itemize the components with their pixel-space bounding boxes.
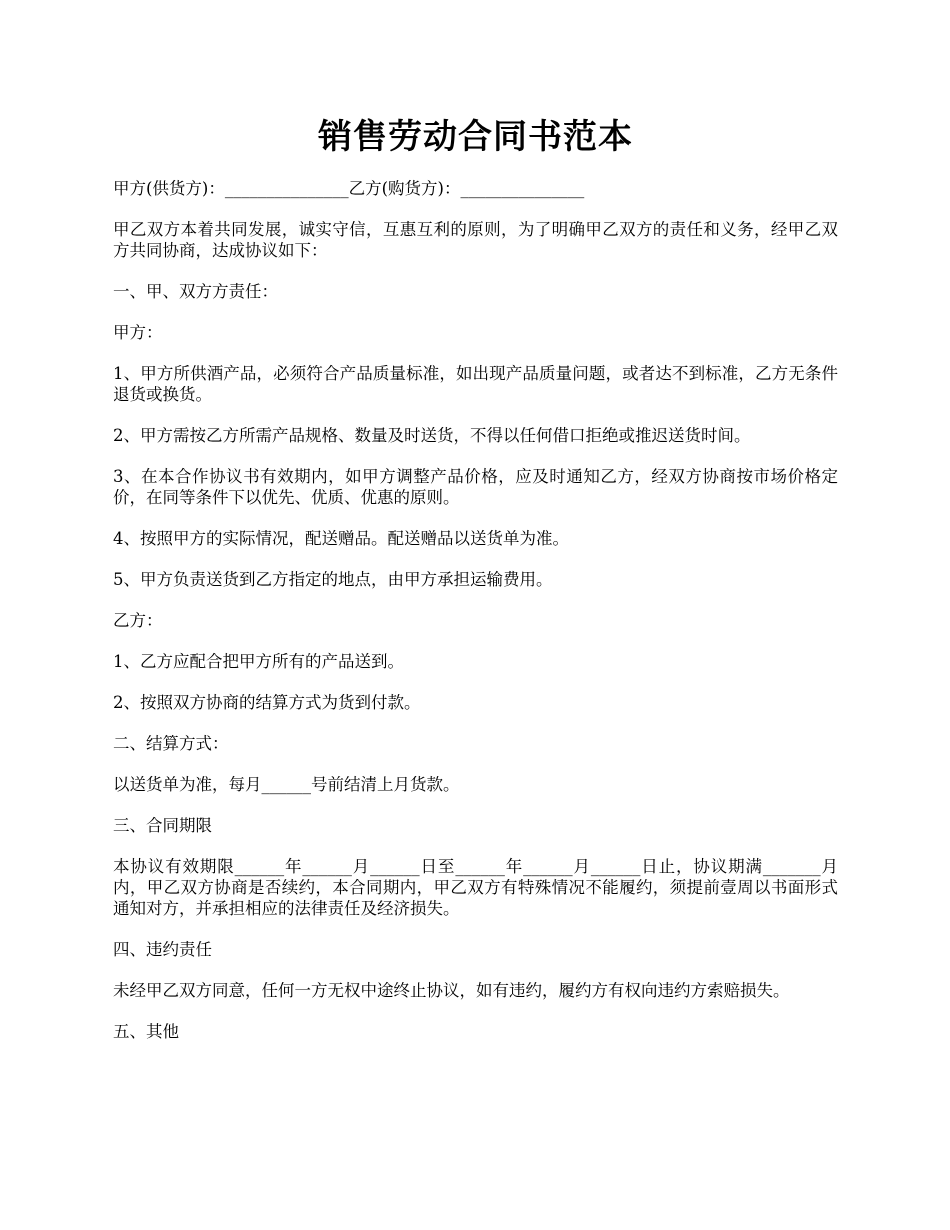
party-a-clause-4: 4、按照甲方的实际情况，配送赠品。配送赠品以送货单为准。 — [113, 529, 569, 548]
party-a-clause-1: 1、甲方所供酒产品，必须符合产品质量标准，如出现产品质量问题，或者达不到标准，乙方无条件退货或换货。 — [113, 364, 838, 404]
section-heading-settlement: 二、结算方式： — [113, 734, 229, 753]
section-heading-term: 三、合同期限 — [113, 816, 212, 835]
party-b-label: 乙方： — [113, 611, 163, 630]
section-heading-other: 五、其他 — [113, 1022, 179, 1041]
party-b-clause-2: 2、按照双方协商的结算方式为货到付款。 — [113, 693, 421, 712]
party-a-label: 甲方： — [113, 323, 163, 342]
section-heading-responsibilities: 一、甲、双方方责任： — [113, 282, 278, 301]
breach-clause: 未经甲乙双方同意，任何一方无权中途终止协议，如有违约，履约方有权向违约方索赔损失。 — [113, 981, 790, 1000]
settlement-clause: 以送货单为准，每月______号前结清上月货款。 — [113, 775, 460, 794]
party-a-clause-5: 5、甲方负责送货到乙方指定的地点，由甲方承担运输费用。 — [113, 570, 553, 589]
party-a-clause-3: 3、在本合作协议书有效期内，如甲方调整产品价格，应及时通知乙方，经双方协商按市场价格定价，在同等条件下以优先、优质、优惠的原则。 — [113, 467, 838, 507]
document-title: 销售劳动合同书范本 — [318, 117, 633, 157]
party-a-clause-2: 2、甲方需按乙方所需产品规格、数量及时送货，不得以任何借口拒绝或推迟送货时间。 — [113, 426, 751, 445]
party-line: 甲方(供货方)：_______________乙方(购货方)：_______________ — [113, 179, 585, 198]
party-b-clause-1: 1、乙方应配合把甲方所有的产品送到。 — [113, 652, 404, 671]
term-clause: 本协议有效期限______年______月______日至______年______月______日止，协议期满_______月内，甲乙双方协商是否续约，本合同期内，甲乙双方有特殊情况不能履约，须提前壹周以书面形式通知对方，并承担相应的法律责任及经济损失。 — [113, 857, 838, 918]
preamble-paragraph: 甲乙双方本着共同发展，诚实守信，互惠互利的原则，为了明确甲乙双方的责任和义务，经甲乙双方共同协商，达成协议如下： — [113, 220, 838, 260]
section-heading-breach: 四、违约责任 — [113, 940, 212, 959]
